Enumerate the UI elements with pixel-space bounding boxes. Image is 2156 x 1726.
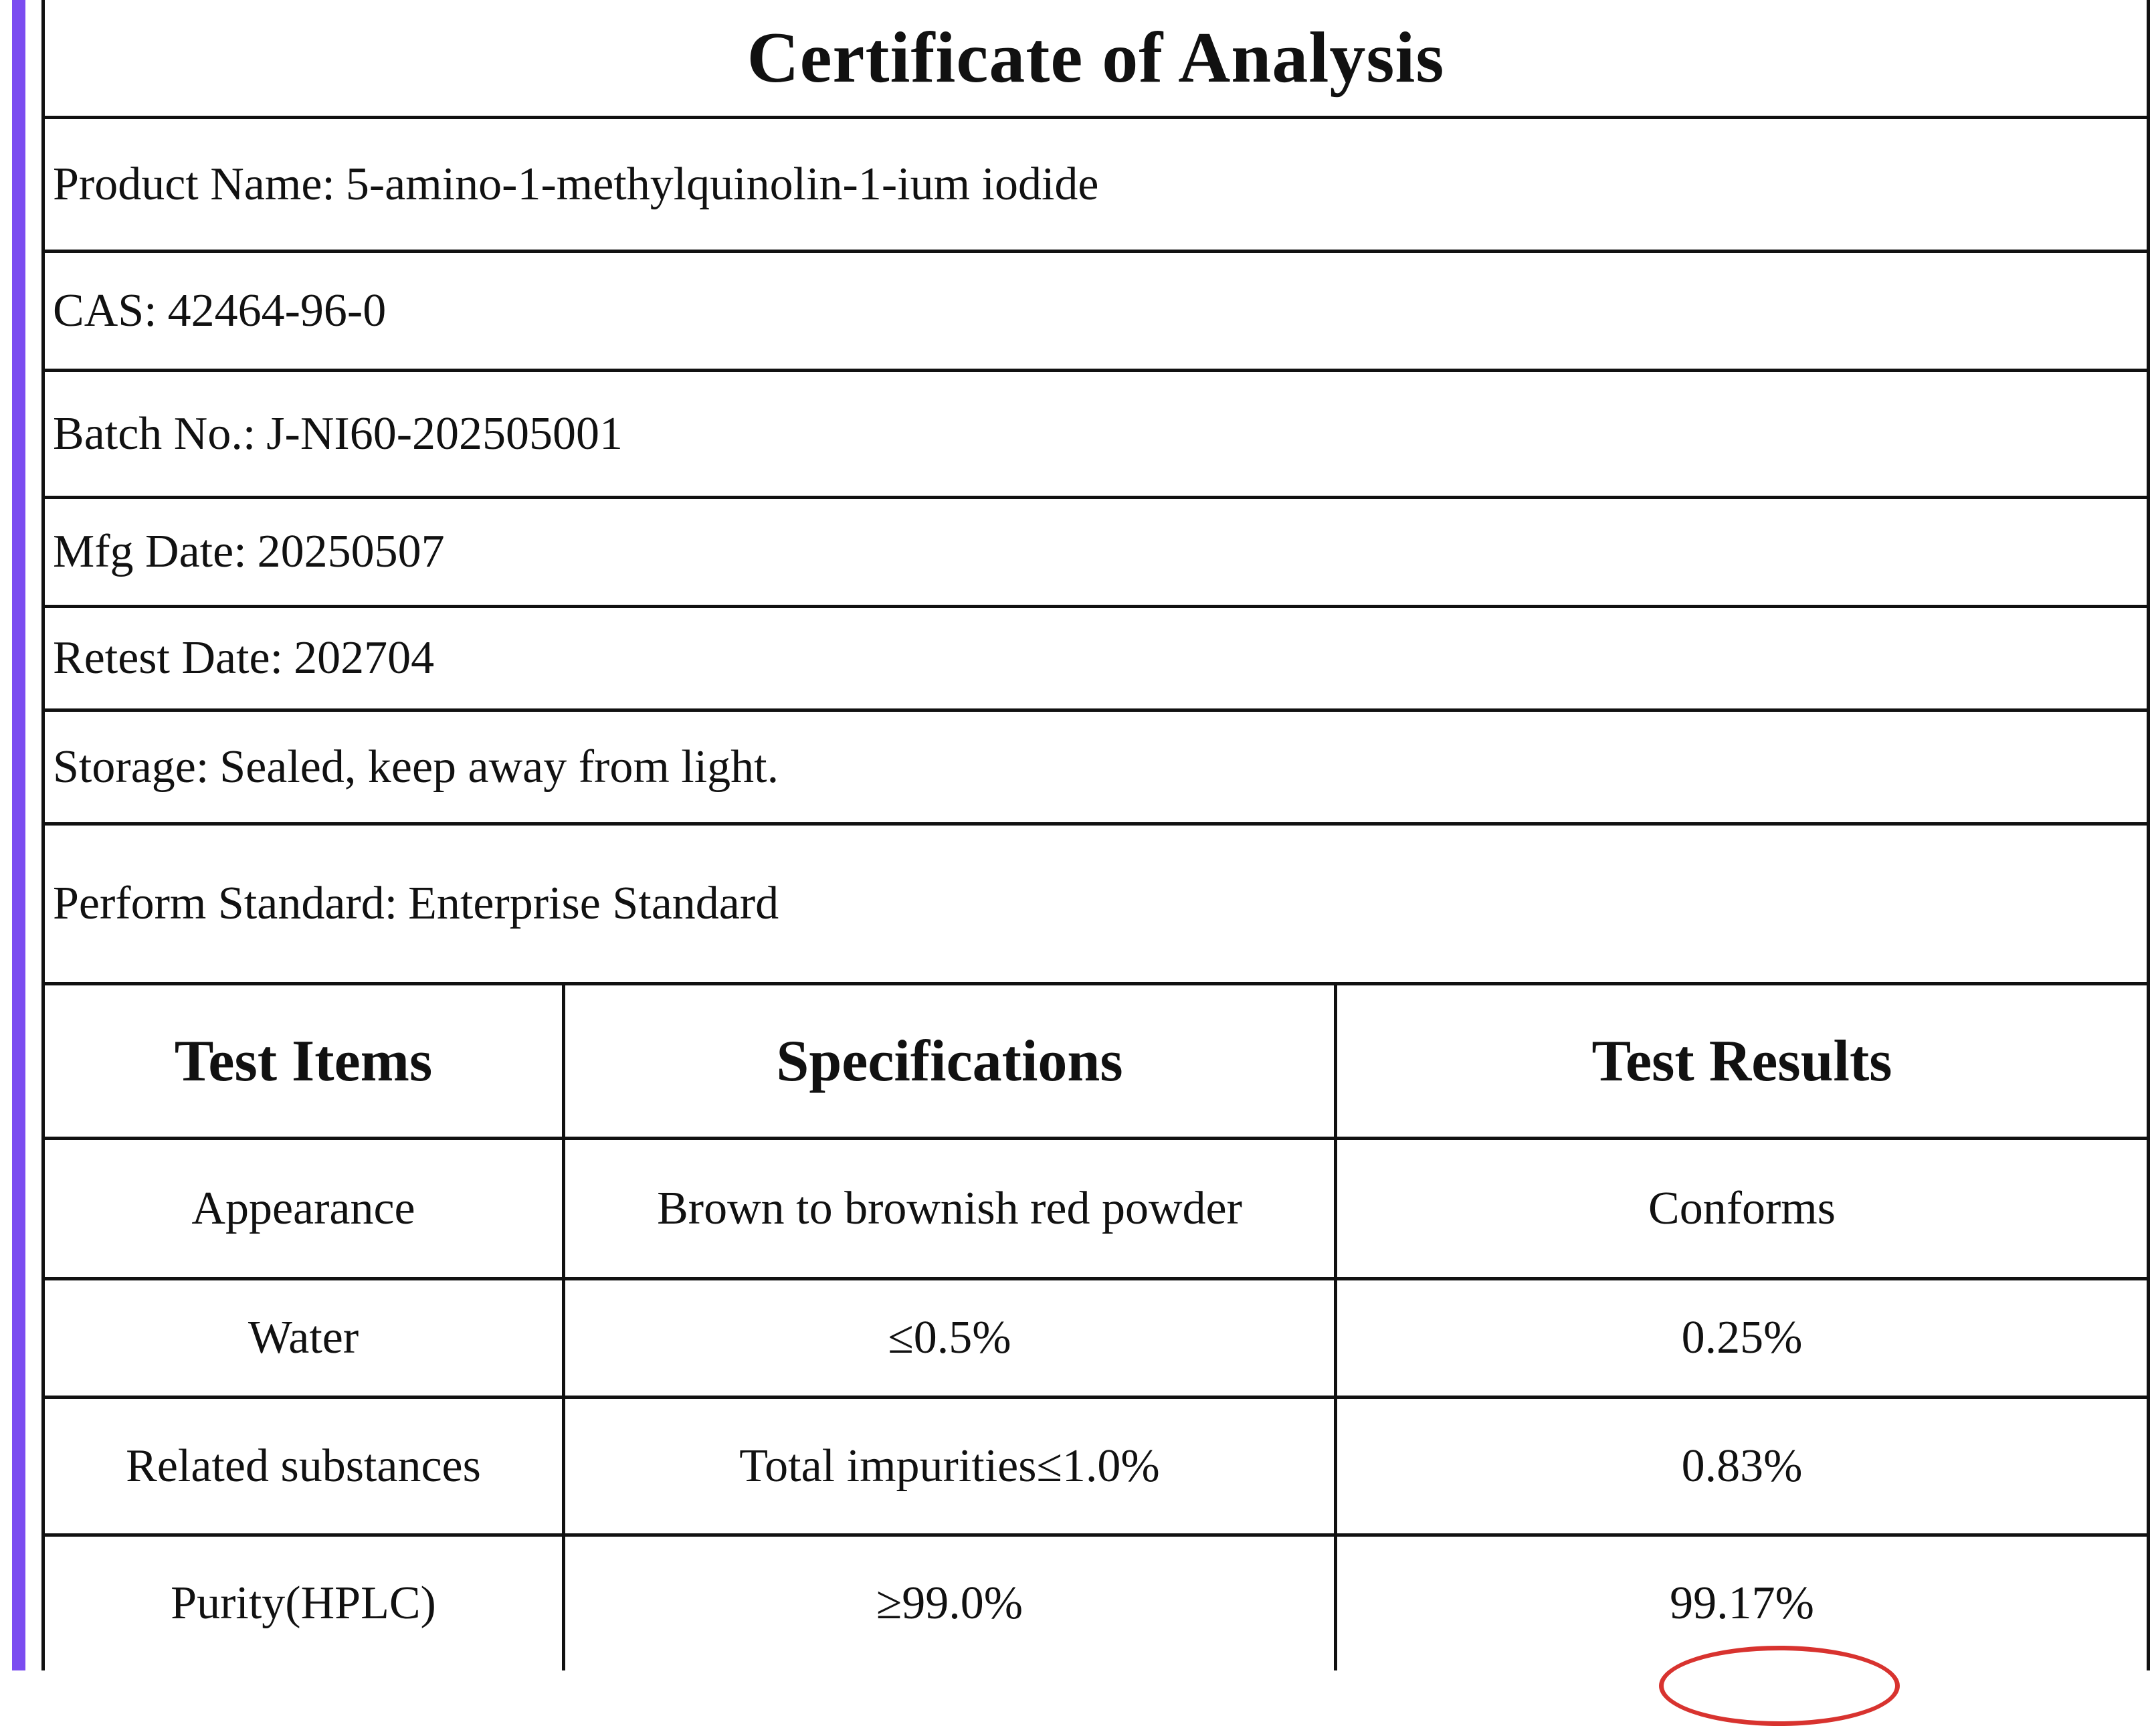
mfg-date-label: Mfg Date: xyxy=(53,526,247,577)
retest-date-row xyxy=(45,608,2147,712)
product-name-label: Product Name: xyxy=(53,158,335,210)
retest-date-value: 202704 xyxy=(294,632,435,684)
test-item-cell: Appearance xyxy=(45,1140,565,1277)
batch-label: Batch No.: xyxy=(53,407,256,460)
perform-standard-row xyxy=(45,826,2147,985)
cas-row xyxy=(45,253,2147,372)
specification-cell: Brown to brownish red powder xyxy=(565,1140,1337,1277)
mfg-date-value: 20250507 xyxy=(257,526,445,577)
cas-label: CAS: xyxy=(53,284,157,337)
test-item-cell: Related substances xyxy=(45,1399,565,1533)
mfg-date-row xyxy=(45,499,2147,608)
retest-date-label: Retest Date: xyxy=(53,632,284,684)
storage-value: Sealed, keep away from light. xyxy=(219,741,779,793)
certificate-sheet xyxy=(41,0,2150,1670)
table-row xyxy=(45,1140,2147,1280)
test-results-table xyxy=(45,985,2147,1670)
cas-value: 42464-96-0 xyxy=(167,284,387,337)
test-result-cell: 0.25% xyxy=(1681,1312,1803,1363)
specification-cell: ≤0.5% xyxy=(565,1280,1337,1396)
table-row xyxy=(45,1399,2147,1537)
test-result-cell: Conforms xyxy=(1648,1182,1836,1234)
perform-standard-value: Enterprise Standard xyxy=(408,878,779,929)
header-test-results: Test Results xyxy=(1591,1028,1892,1094)
product-name-row xyxy=(45,119,2147,253)
perform-standard-label: Perform Standard: xyxy=(53,878,398,929)
document-title: Certificate of Analysis xyxy=(45,0,2147,119)
left-accent-bar xyxy=(12,0,25,1670)
header-test-items: Test Items xyxy=(45,985,565,1137)
test-result-cell: 0.83% xyxy=(1681,1440,1803,1492)
batch-row xyxy=(45,372,2147,499)
test-result-cell: 99.17% xyxy=(1670,1577,1814,1629)
specification-cell: Total impurities≤1.0% xyxy=(565,1399,1337,1533)
specification-cell: ≥99.0% xyxy=(565,1537,1337,1670)
red-stamp-seal xyxy=(1659,1646,1900,1726)
table-header-row xyxy=(45,985,2147,1140)
header-specifications: Specifications xyxy=(565,985,1337,1137)
storage-row xyxy=(45,712,2147,826)
product-name-value: 5-amino-1-methylquinolin-1-ium iodide xyxy=(345,158,1099,210)
test-item-cell: Water xyxy=(45,1280,565,1396)
batch-value: J-NI60-202505001 xyxy=(266,407,623,460)
test-item-cell: Purity(HPLC) xyxy=(45,1537,565,1670)
storage-label: Storage: xyxy=(53,741,209,793)
table-row xyxy=(45,1280,2147,1399)
